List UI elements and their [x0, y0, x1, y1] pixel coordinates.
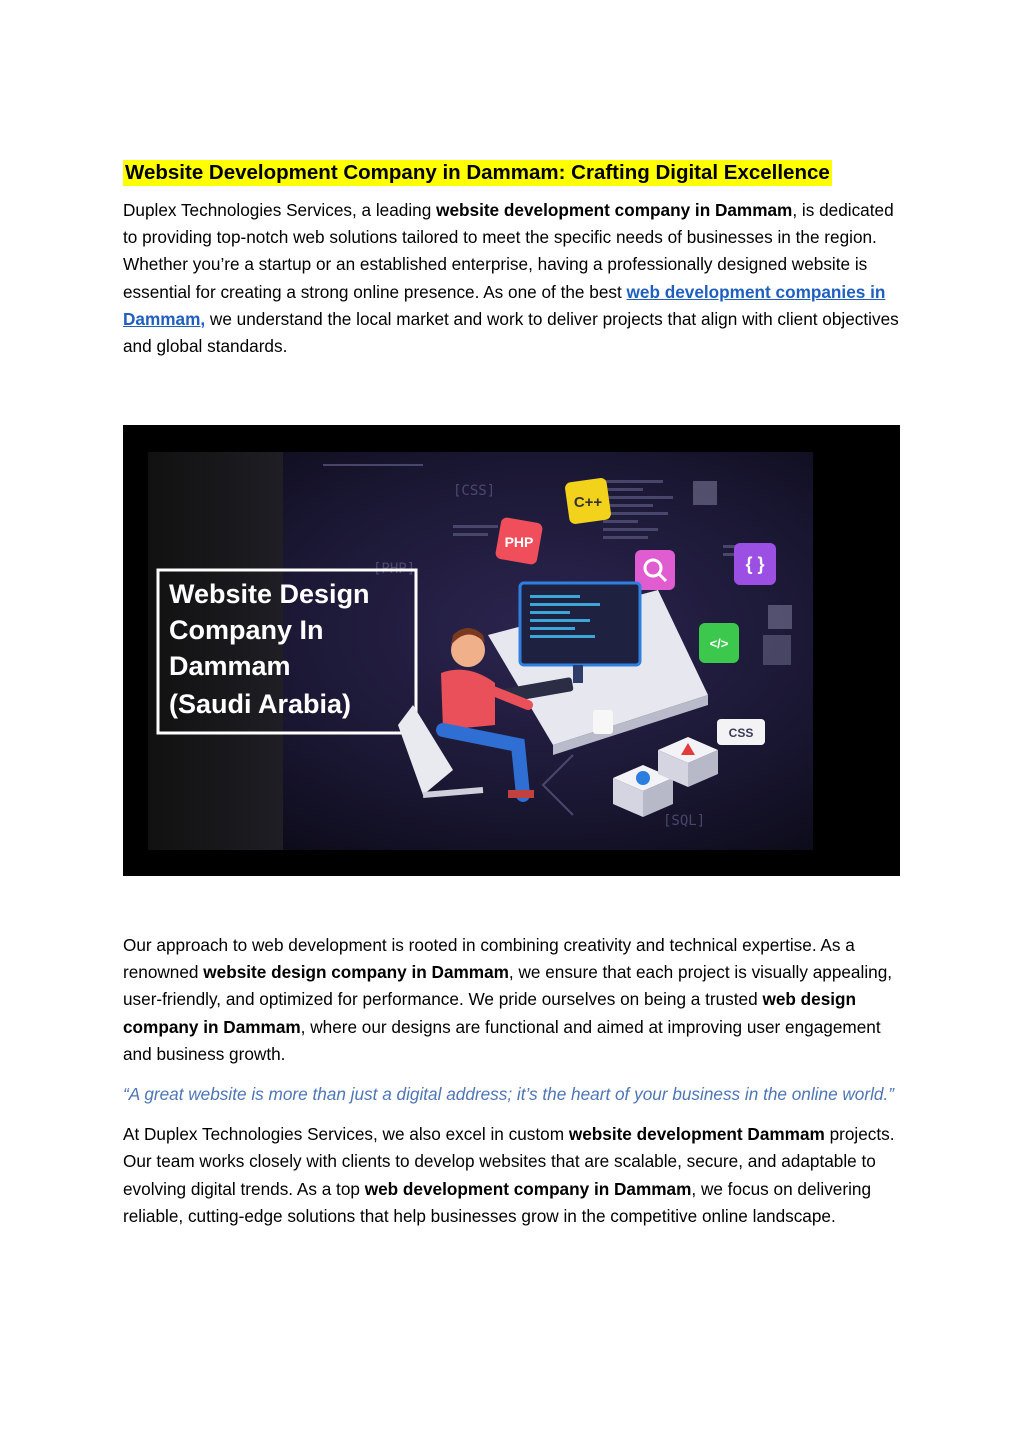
document-page	[123, 160, 903, 360]
quote-paragraph: “A great website is more than just a digital address; it’s the heart of your business in the online world.”	[123, 1084, 894, 1105]
text-run: At Duplex Technologies Services, we also excel in custom	[123, 1124, 569, 1145]
headline-line: (Saudi Arabia)	[169, 689, 352, 719]
braces-tile	[734, 543, 776, 585]
approach-paragraph	[123, 932, 903, 1068]
search-tile	[635, 550, 675, 590]
text-run: we understand the local market and work to deliver projects that align with client objectives and global standards.	[123, 308, 899, 357]
document-title: Website Development Company in Dammam: Crafting Digital Excellence	[125, 161, 830, 184]
text-run: Our approach to web development is rooted in combining creativity and technical expertise. As a renowned	[123, 935, 855, 983]
bg-label: [CSS]	[453, 483, 496, 499]
text-run: , is dedicated to providing top-notch web solutions tailored to meet the specific needs of businesses in the region. Whether you’re a startup or an established enterprise, having a professionally designed website is essential for creating a strong online presence. As one of the best	[123, 200, 894, 302]
web-development-companies-link[interactable]: web development companies in Dammam,	[123, 281, 886, 329]
text-run: projects. Our team works closely with clients to develop websites that are scalable, secure, and adaptable to evolving digital trends. As a top	[123, 1124, 895, 1199]
html-tile	[699, 623, 739, 663]
bg-label: [PHP]	[373, 561, 416, 577]
bold-keyword: web design company in Dammam	[123, 989, 857, 1037]
hero-image	[123, 425, 900, 876]
text-run: Duplex Technologies Services, a leading	[123, 200, 437, 220]
text-run: , we ensure that each project is visually appealing, user-friendly, and optimized for performance. We pride ourselves on being a trusted	[123, 962, 893, 1010]
css-tile	[717, 719, 765, 745]
headline-line: Website Design	[169, 579, 370, 609]
intro-paragraph	[123, 197, 903, 360]
bold-keyword: web development company in Dammam	[364, 1178, 692, 1199]
svg-text:</>: </>	[709, 636, 729, 651]
bold-keyword: website development Dammam	[568, 1124, 825, 1145]
text-run: , where our designs are functional and aimed at improving user engagement and business growth.	[123, 1016, 881, 1064]
headline-line: Company In	[169, 615, 324, 645]
custom-dev-paragraph	[123, 1121, 903, 1230]
svg-text:C++: C++	[573, 494, 603, 511]
svg-text:{ }: { }	[745, 554, 765, 574]
gear-icon	[636, 771, 650, 785]
bg-label: [SQL]	[663, 813, 706, 829]
bold-keyword: website design company in Dammam	[203, 962, 509, 983]
svg-text:CSS: CSS	[728, 726, 754, 740]
bold-keyword: website development company in Dammam	[436, 200, 793, 220]
body-section	[123, 932, 903, 1230]
php-tile	[495, 517, 544, 566]
website-design-illustration	[123, 425, 900, 876]
svg-text:PHP: PHP	[504, 534, 534, 550]
cpp-tile	[564, 477, 611, 524]
text-run: , we focus on delivering reliable, cutting-edge solutions that help businesses grow in the competitive online landscape.	[123, 1178, 872, 1226]
headline-line: Dammam	[169, 651, 291, 681]
